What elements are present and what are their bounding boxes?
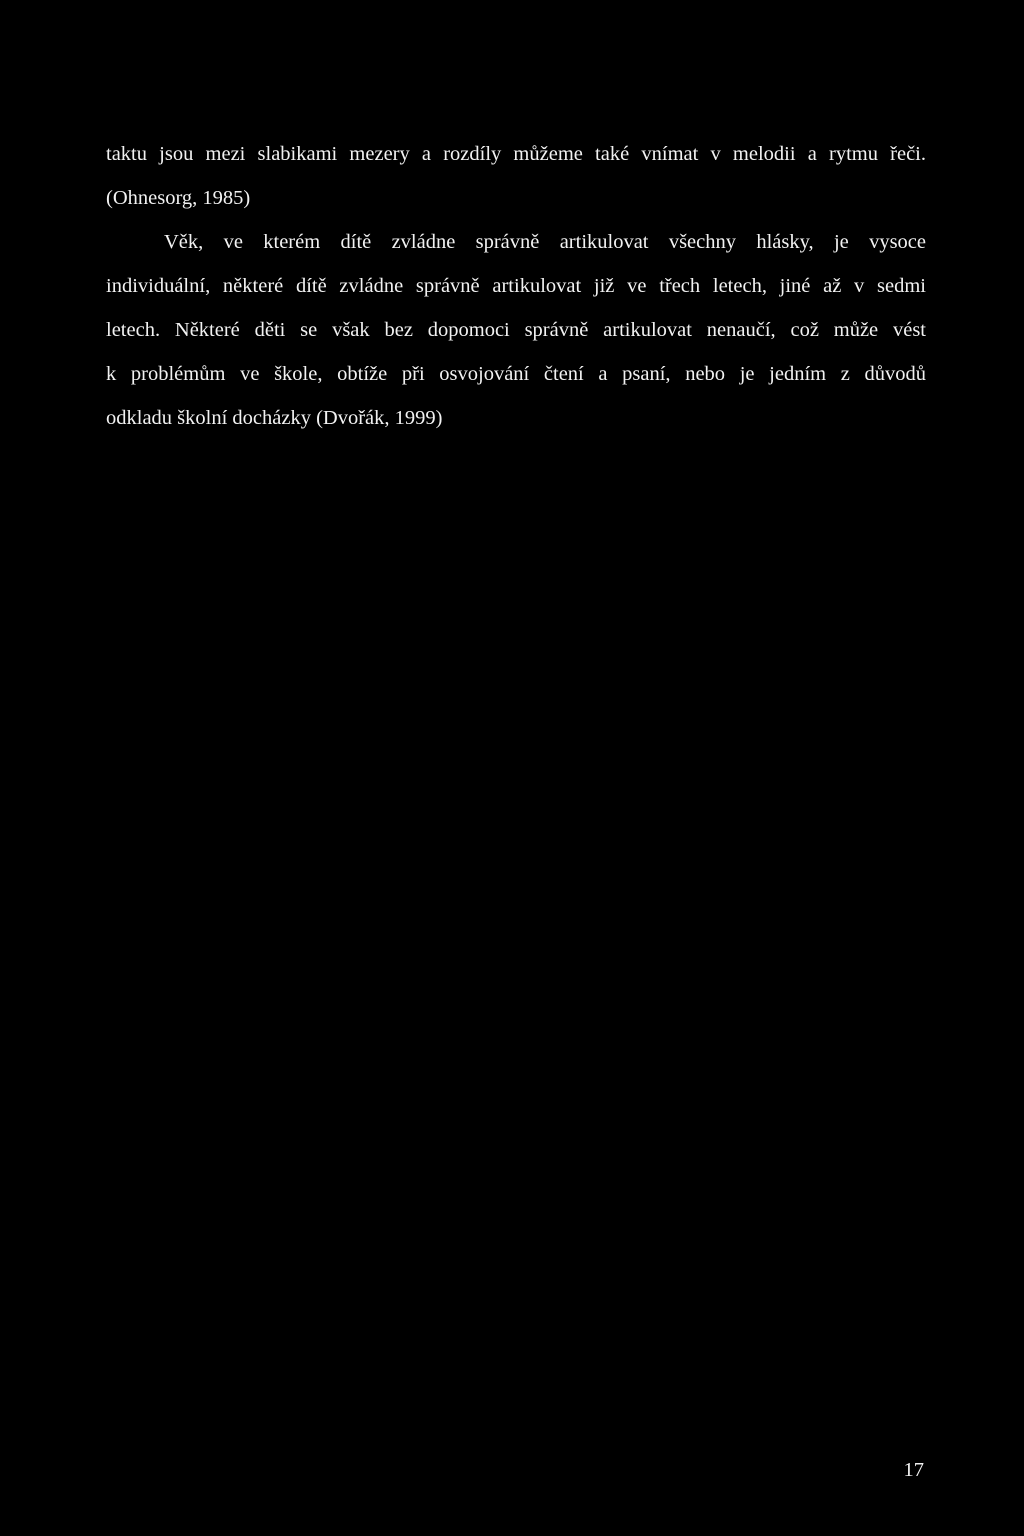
- paragraph-2: [106, 220, 926, 440]
- text-line: odkladu školní docházky (Dvořák, 1999): [106, 407, 443, 429]
- text-line: (Ohnesorg, 1985): [106, 187, 251, 209]
- paragraph-1: [106, 132, 926, 220]
- text-line: individuální, některé dítě zvládne správně artikulovat již ve třech letech, jiné až v sedmi: [106, 275, 926, 297]
- text-line: k problémům ve škole, obtíže při osvojování čtení a psaní, nebo je jedním z důvodů: [106, 363, 926, 385]
- body-text: [106, 132, 926, 440]
- page-number: 17: [903, 1459, 924, 1481]
- text-line: taktu jsou mezi slabikami mezery a rozdíly můžeme také vnímat v melodii a rytmu řeči.: [106, 143, 926, 165]
- text-line: letech. Některé děti se však bez dopomoci správně artikulovat nenaučí, což může vést: [106, 319, 926, 341]
- text-line: Věk, ve kterém dítě zvládne správně artikulovat všechny hlásky, je vysoce: [164, 231, 926, 253]
